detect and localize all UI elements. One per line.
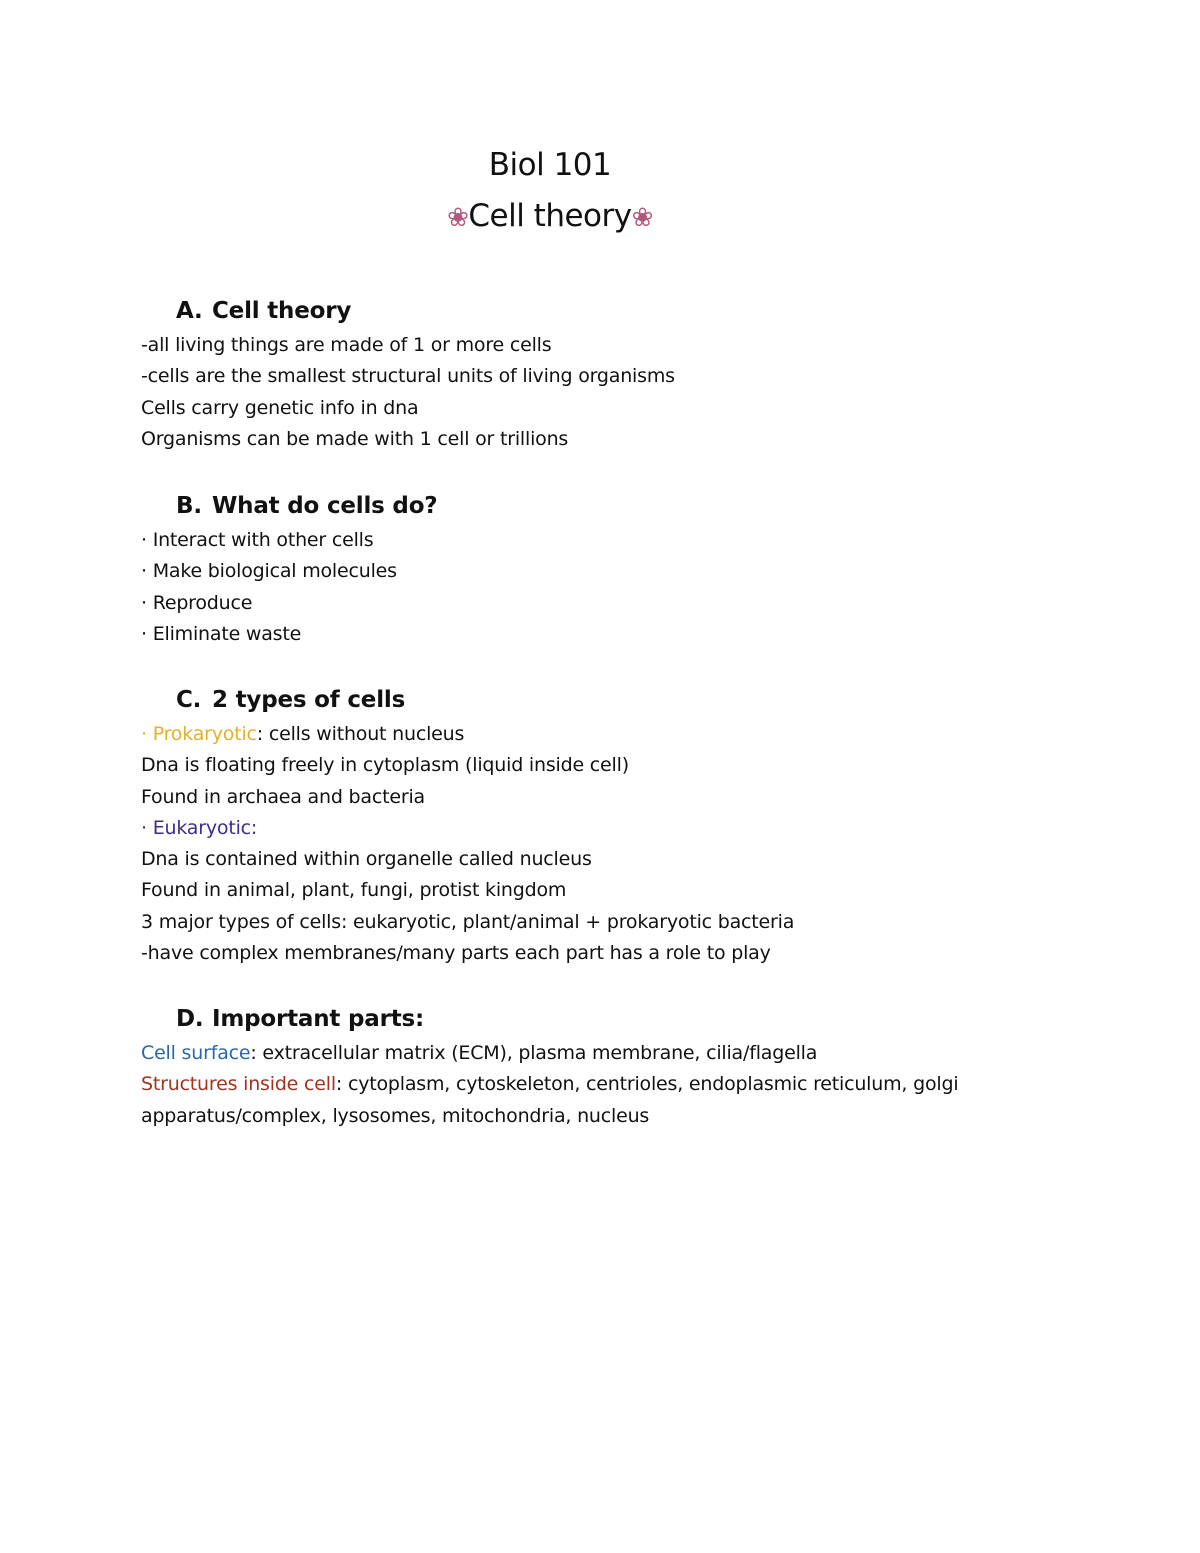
flower-icon-left: ❀ <box>447 203 469 233</box>
text-line: Dna is floating freely in cytoplasm (liquid inside cell) <box>141 754 629 777</box>
text-line: Dna is contained within organelle called nucleus <box>141 848 592 871</box>
prokaryotic-definition: : cells without nucleus <box>256 723 465 745</box>
section-heading <box>176 1004 1101 1034</box>
section-letter: D. <box>176 1006 204 1032</box>
bullet-icon: · <box>141 529 147 551</box>
list-item <box>141 556 1101 587</box>
eukaryotic-term: Eukaryotic: <box>152 816 258 839</box>
section-heading <box>176 491 1101 521</box>
list-item <box>141 588 1101 619</box>
cell-surface-term: Cell surface <box>141 1042 251 1064</box>
text-line: -all living things are made of 1 or more cells <box>141 334 552 356</box>
section-title: Important parts: <box>212 1006 425 1032</box>
section-title: What do cells do? <box>212 493 438 519</box>
eukaryotic-line <box>141 813 1101 844</box>
section-title: Cell theory <box>212 298 352 324</box>
structures-term: Structures inside cell <box>141 1073 336 1096</box>
text-line: -cells are the smallest structural units of living organisms <box>141 365 675 388</box>
text-line: Found in archaea and bacteria <box>141 785 425 808</box>
bullet-icon: · <box>141 816 147 839</box>
list-item-text: Interact with other cells <box>152 529 374 551</box>
list-item-text: Make biological molecules <box>152 560 397 583</box>
bullet-icon: · <box>141 591 147 614</box>
text-line: -have complex membranes/many parts each part has a role to play <box>141 942 771 965</box>
bullet-icon: · <box>141 560 147 583</box>
section-what-cells-do <box>141 491 1101 650</box>
section-heading <box>176 685 1101 715</box>
list-item <box>141 619 1101 650</box>
text-line: Organisms can be made with 1 cell or trillions <box>141 427 569 450</box>
document-title: Biol 101 <box>488 147 612 183</box>
section-title: 2 types of cells <box>212 687 406 713</box>
structures-continuation: apparatus/complex, lysosomes, mitochondria, nucleus <box>141 1104 650 1127</box>
section-letter: B. <box>176 493 202 519</box>
prokaryotic-term: Prokaryotic <box>152 723 257 745</box>
section-types-of-cells <box>141 685 1101 969</box>
bullet-icon: · <box>141 723 147 745</box>
list-item <box>141 525 1101 556</box>
cell-surface-text: : extracellular matrix (ECM), plasma membrane, cilia/flagella <box>250 1042 818 1064</box>
list-item-text: Reproduce <box>152 591 253 614</box>
structures-line <box>141 1069 1101 1100</box>
document-subtitle <box>0 196 1100 238</box>
bullet-icon: · <box>141 622 147 645</box>
list-item-text: Eliminate waste <box>152 622 302 645</box>
section-heading <box>176 296 1101 326</box>
section-important-parts <box>141 1004 1101 1132</box>
text-line: Cells carry genetic info in dna <box>141 396 419 419</box>
cell-surface-line <box>141 1038 1101 1069</box>
subtitle-text: Cell theory <box>468 198 632 234</box>
structures-text: : cytoplasm, cytoskeleton, centrioles, endoplasmic reticulum, golgi <box>335 1073 959 1096</box>
text-line: 3 major types of cells: eukaryotic, plant/animal + prokaryotic bacteria <box>141 910 795 933</box>
text-line: Found in animal, plant, fungi, protist kingdom <box>141 879 567 902</box>
section-letter: A. <box>176 298 203 324</box>
section-cell-theory <box>141 296 1101 455</box>
prokaryotic-line <box>141 719 1101 750</box>
flower-icon-right: ❀ <box>631 203 653 233</box>
section-letter: C. <box>176 687 202 713</box>
